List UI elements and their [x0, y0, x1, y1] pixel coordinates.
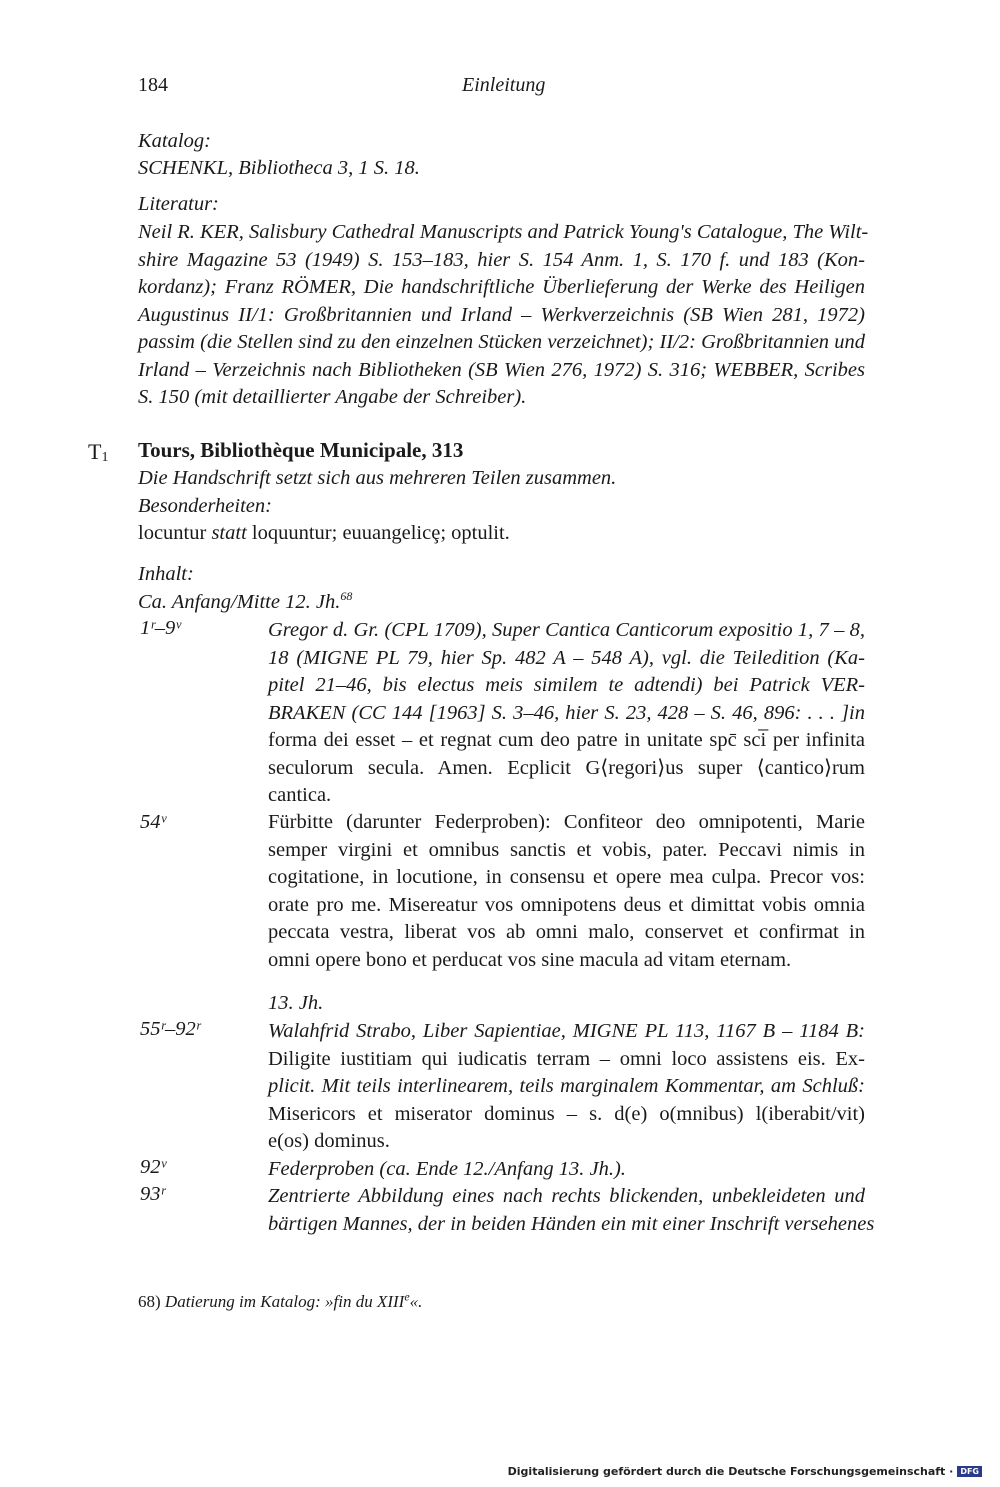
- entry-line: plicit. Mit teils interlinearem, teils marginalem Kommentar, am Schluß:: [268, 1075, 865, 1097]
- entry-line: omni opere bono et perducat vos sine macula ad vitam eternam.: [268, 948, 792, 971]
- entry-folio-label: 1ʳ–9ᵛ: [140, 617, 182, 639]
- inhalt-label: Inhalt:: [138, 563, 194, 585]
- footnote: 68) Datierung im Katalog: »fin du XIIIe«.: [138, 1289, 423, 1311]
- literatur-line: Neil R. KER, Salisbury Cathedral Manuscripts and Patrick Young's Catalogue, The Wilt-: [138, 221, 869, 243]
- besonderheiten-label: Besonderheiten:: [138, 495, 272, 517]
- literatur-paragraph: [138, 219, 869, 412]
- entry-line: Walahfrid Strabo, Liber Sapientiae, MIGNE PL 113, 1167 B – 1184 B:: [268, 1020, 865, 1042]
- digitization-credit: Digitalisierung gefördert durch die Deutsche Forschungsgemeinschaft · DFG: [508, 1465, 982, 1478]
- entry-line: semper virgini et omnibus sanctis et vobis, pater. Peccavi nimis in: [268, 838, 865, 861]
- entry-line: Zentrierte Abbildung eines nach rechts blickenden, unbekleideten und: [268, 1185, 865, 1207]
- entry-line: bärtigen Mannes, der in beiden Händen ein mit einer Inschrift versehenes: [268, 1212, 875, 1235]
- entry-line: peccata vestra, liberat vos ab omni malo, conservet et confirmat in: [268, 921, 865, 943]
- entry-line: BRAKEN (CC 144 [1963] S. 3–46, hier S. 23, 428 – S. 46, 896: . . . ]in: [268, 701, 865, 724]
- manuscript-siglum: $T_1$: [88, 439, 109, 465]
- literatur-line: kordanz); Franz RÖMER, Die handschriftliche Überlieferung der Werke des Heiligen: [138, 276, 865, 298]
- entry-line: Federproben (ca. Ende 12./Anfang 13. Jh.).: [268, 1158, 626, 1180]
- besonderheiten-text: locuntur statt loquuntur; euuangelicȩ; optulit.: [138, 522, 510, 544]
- entry-text: [268, 1183, 875, 1238]
- entry-folio-label: 92ᵛ: [140, 1156, 167, 1178]
- entry-folio-label: 55ʳ–92ʳ: [140, 1018, 201, 1040]
- entry-line: Fürbitte (darunter Federproben): Confiteor deo omnipotenti, Marie: [268, 811, 865, 833]
- footnote-ref: 68: [340, 589, 353, 604]
- entry-line: Diligite iustitiam qui iudicatis terram – omni loco assistens eis. Ex-: [268, 1047, 865, 1070]
- entry-line: forma dei esset – et regnat cum deo patre in unitate spc̄ sci̅ per infinita: [268, 729, 865, 751]
- inhalt-date-1: Ca. Anfang/Mitte 12. Jh.$^{68}$: [138, 589, 353, 613]
- entry-line: orate pro me. Misereatur vos omnipotens deus et dimittat vobis omnia: [268, 893, 865, 916]
- entry-line: pitel 21–46, bis electus meis similem te adtendi) bei Patrick VER-: [268, 674, 865, 696]
- katalog-label: Katalog:: [138, 130, 211, 152]
- entry-text: [268, 809, 865, 974]
- entry-folio-label: 93ʳ: [140, 1183, 166, 1205]
- katalog-line: SCHENKL, Bibliotheca 3, 1 S. 18.: [138, 157, 420, 179]
- literatur-line: Augustinus II/1: Großbritannien und Irland – Werkverzeichnis (SB Wien 281, 1972): [138, 303, 865, 326]
- dfg-logo: DFG: [957, 1466, 982, 1477]
- literatur-label: Literatur:: [138, 193, 219, 215]
- entry-line: Misericors et miserator dominus – s. d(e) o(mnibus) l(iberabit/vit): [268, 1102, 865, 1125]
- entry-line: cogitatione, in locutione, in consensu et opere mea culpa. Precor vos:: [268, 866, 865, 888]
- entry-text: [268, 1156, 865, 1184]
- inhalt-date-2: 13. Jh.: [268, 992, 324, 1014]
- page-number: 184: [138, 74, 168, 96]
- manuscript-title: Tours, Bibliothèque Municipale, 313: [138, 438, 464, 462]
- entry-line: cantica.: [268, 784, 332, 806]
- entry-text: [268, 1018, 865, 1156]
- literatur-line: S. 150 (mit detaillierter Angabe der Schreiber).: [138, 386, 527, 408]
- literatur-line: passim (die Stellen sind zu den einzelnen Stücken verzeichnet); II/2: Großbritannien und: [138, 331, 865, 353]
- entry-text: [268, 617, 865, 810]
- entry-line: seculorum secula. Amen. Ecplicit G⟨regori⟩us super ⟨cantico⟩rum: [268, 756, 865, 779]
- literatur-line: shire Magazine 53 (1949) S. 153–183, hier S. 154 Anm. 1, S. 170 f. und 183 (Kon-: [138, 248, 865, 271]
- running-head: Einleitung: [462, 74, 546, 96]
- literatur-line: Irland – Verzeichnis nach Bibliotheken (SB Wien 276, 1972) S. 316; WEBBER, Scribes: [138, 358, 865, 381]
- entry-line: Gregor d. Gr. (CPL 1709), Super Cantica Canticorum expositio 1, 7 – 8,: [268, 619, 865, 641]
- entry-folio-label: 54ᵛ: [140, 811, 167, 833]
- manuscript-description: Die Handschrift setzt sich aus mehreren Teilen zusammen.: [138, 467, 617, 489]
- entry-line: e(os) dominus.: [268, 1130, 390, 1152]
- entry-line: 18 (MIGNE PL 79, hier Sp. 482 A – 548 A), vgl. die Teiledition (Ka-: [268, 646, 865, 669]
